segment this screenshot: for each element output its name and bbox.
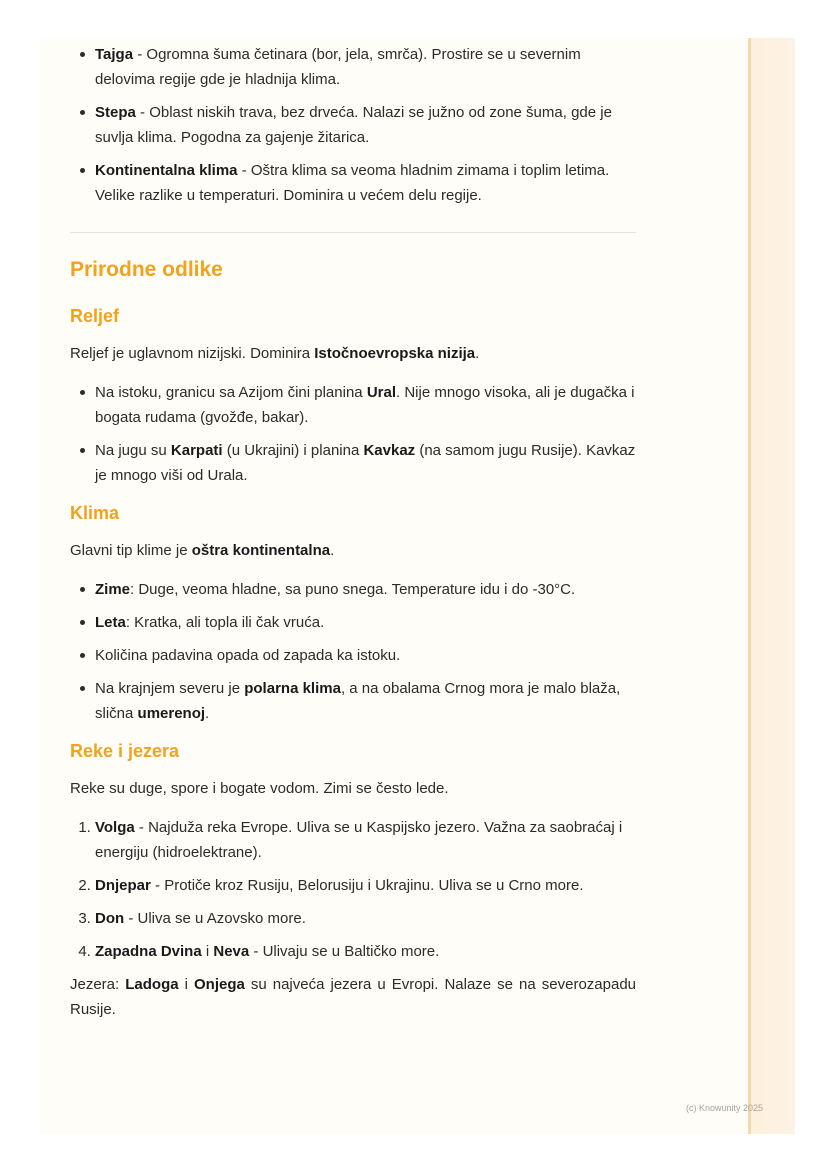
intro-bold: oštra kontinentalna: [191, 542, 331, 559]
list-item: [95, 438, 636, 488]
item-bold: Zime: [95, 581, 131, 598]
rivers-intro: Reke su duge, spore i bogate vodom. Zimi se često lede.: [70, 780, 449, 797]
divider: [70, 232, 636, 233]
list-item: [95, 906, 636, 931]
intro-text: Reljef je uglavnom nizijski. Dominira: [70, 345, 315, 362]
term: Kontinentalna klima: [95, 162, 238, 179]
list-item: [95, 676, 636, 726]
item-bold: Don: [95, 910, 125, 927]
item-text: - Oštra klima sa veoma hladnim zimama i toplim letima. Velike razlike u temperaturi. Dominira u većem delu regije.: [95, 162, 610, 204]
item-bold: Volga: [95, 819, 135, 836]
copyright-footer: (c) Knowunity 2025: [686, 1103, 764, 1113]
climate-intro: [70, 538, 636, 563]
item-bold: Neva: [213, 943, 250, 960]
list-item: [95, 610, 636, 635]
item-text: - Oblast niskih trava, bez drveća. Nalazi se južno od zone šuma, gde je suvlja klima. Pogodna za gajenje žitarica.: [95, 104, 612, 146]
list-item: [95, 577, 636, 602]
margin-strip: [748, 38, 795, 1134]
item-text: Količina padavina opada od zapada ka istoku.: [95, 647, 401, 664]
term: Tajga: [95, 46, 134, 63]
list-item: [95, 380, 636, 430]
item-text: - Ulivaju se u Baltičko more.: [249, 943, 440, 960]
list-item: [95, 42, 636, 92]
climate-heading: Klima: [70, 503, 120, 523]
lake-name: Onjega: [193, 976, 245, 993]
intro-text: .: [330, 542, 335, 559]
item-bold: Karpati: [170, 442, 223, 459]
relief-heading: Reljef: [70, 306, 120, 326]
item-text: - Protiče kroz Rusiju, Belorusiju i Ukrajinu. Uliva se u Crno more.: [150, 877, 584, 894]
item-bold: umerenoj: [137, 705, 206, 722]
relief-intro: [70, 341, 636, 366]
rivers-list: [70, 815, 636, 964]
list-item: [95, 158, 636, 208]
item-text: (u Ukrajini) i planina: [222, 442, 364, 459]
content: [70, 38, 636, 1036]
term: Stepa: [95, 104, 136, 121]
item-text: , a na obalama Crnog mora je malo blaža, slična: [95, 680, 621, 722]
lakes-text: su najveća jezera u Evropi. Nalaze se na severozapadu Rusije.: [70, 976, 637, 1018]
lakes-text: i: [178, 976, 194, 993]
list-item: [95, 100, 636, 150]
intro-text: .: [475, 345, 480, 362]
item-text: i: [201, 943, 214, 960]
list-item: [95, 873, 636, 898]
lakes-text: Jezera:: [70, 976, 126, 993]
item-text: Na istoku, granicu sa Azijom čini planina: [95, 384, 367, 401]
item-text: Na jugu su: [95, 442, 171, 459]
item-text: . Nije mnogo visoka, ali je dugačka i bogata rudama (gvožđe, bakar).: [95, 384, 635, 426]
item-text: Na krajnjem severu je: [95, 680, 245, 697]
list-item: [95, 643, 636, 668]
list-item: [95, 815, 636, 865]
item-text: - Uliva se u Azovsko more.: [124, 910, 306, 927]
item-bold: Leta: [95, 614, 126, 631]
item-text: - Ogromna šuma četinara (bor, jela, smrča). Prostire se u severnim delovima regije gde je hladnija klima.: [95, 46, 581, 88]
top-list: [70, 42, 636, 208]
lake-name: Ladoga: [125, 976, 179, 993]
item-text: (na samom jugu Rusije). Kavkaz je mnogo viši od Urala.: [95, 442, 636, 484]
intro-bold: Istočnoevropska nizija: [314, 345, 476, 362]
item-bold: Zapadna Dvina: [95, 943, 202, 960]
item-bold: Kavkaz: [363, 442, 416, 459]
item-bold: Ural: [366, 384, 396, 401]
relief-list: [70, 380, 636, 488]
lakes-paragraph: [70, 972, 636, 1022]
section-title: Prirodne odlike: [70, 258, 223, 281]
item-bold: Dnjepar: [95, 877, 151, 894]
item-text: : Duge, veoma hladne, sa puno snega. Temperature idu i do -30°C.: [130, 581, 576, 598]
intro-text: Glavni tip klime je: [70, 542, 192, 559]
climate-list: [70, 577, 636, 726]
item-text: - Najduža reka Evrope. Uliva se u Kaspijsko jezero. Važna za saobraćaj i energiju (hidroelektrane).: [95, 819, 623, 861]
item-text: : Kratka, ali topla ili čak vruća.: [125, 614, 325, 631]
item-bold: polarna klima: [244, 680, 341, 697]
rivers-heading: Reke i jezera: [70, 741, 180, 761]
item-text: .: [205, 705, 210, 722]
list-item: [95, 939, 636, 964]
